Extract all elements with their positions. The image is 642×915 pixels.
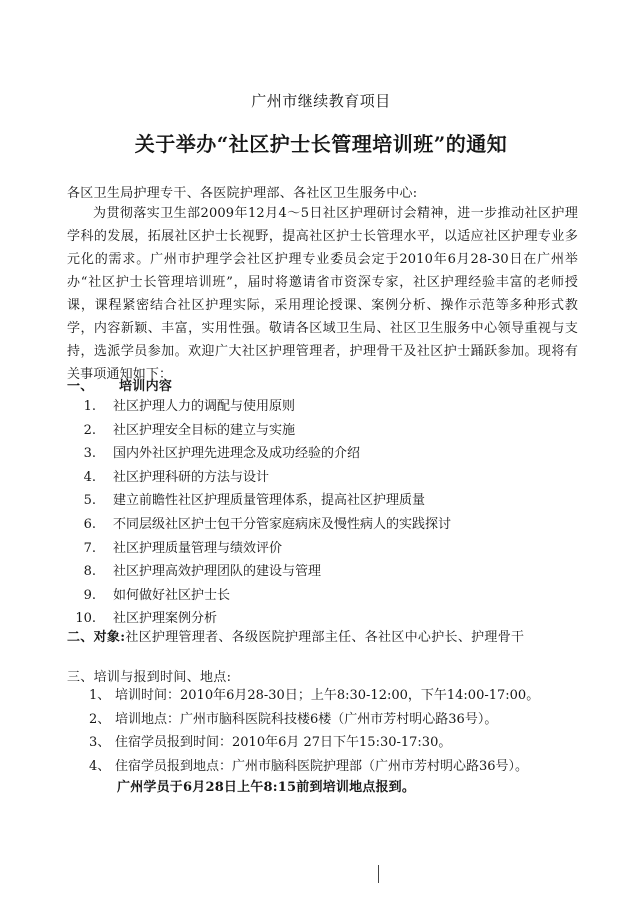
document-header: 广州市继续教育项目 <box>251 92 391 110</box>
section2-heading: 二、对象: <box>67 630 126 645</box>
section1-heading <box>67 375 172 394</box>
section1-title: 培训内容 <box>119 379 173 394</box>
notice-title: 关于举办“社区护士长管理培训班”的通知 <box>134 132 508 156</box>
salutation: 各区卫生局护理专干、各医院护理部、各社区卫生服务中心: <box>67 186 418 201</box>
list-item: 3. 国内外社区护理先进理念及成功经验的介绍 <box>83 446 361 462</box>
list-item: 3、 住宿学员报到时间：2010年6月 27日下午15:30-17:30。 <box>89 735 452 750</box>
body-paragraph: 为贯彻落实卫生部2009年12月4～5日社区护理研讨会精神，进一步推动社区护理学科的发展，拓展社区护士长视野，提高社区护士长管理水平，以适应社区护理专业多元化的需求。广州市护理学会社区护理专业委员会定于2010年6月28-30日在广州举办“社区护士长管理培训班”，届时将邀请省市资深专家，社区护理经验丰富的老师授课，课程紧密结合社区护理实际，采用理论授课、案例分析、操作示范等多种形式教学，内容新颖、丰富，实用性强。敬请各区域卫生局、社区卫生服务中心领导重视与支持，选派学员参加。欢迎广大社区护理管理者，护理骨干及社区护士踊跃参加。现将有关事项通知如下： <box>67 206 578 382</box>
scan-mark <box>378 865 379 883</box>
list-item: 2、 培训地点：广州市脑科医院科技楼6楼（广州市芳村明心路36号）。 <box>89 711 498 727</box>
section3-heading: 三、培训与报到时间、地点: <box>67 670 232 685</box>
training-content-list <box>67 395 451 631</box>
section1-number: 一、 <box>67 379 94 394</box>
list-item: 4、 住宿学员报到地点：广州市脑科医院护理部（广州市芳村明心路36号）。 <box>89 758 529 774</box>
arrival-note: 广州学员于6月28日上午8:15前到培训地点报到。 <box>117 780 416 795</box>
schedule-list <box>89 684 539 778</box>
list-item: 1. 社区护理人力的调配与使用原则 <box>83 399 296 414</box>
list-item: 4. 社区护理科研的方法与设计 <box>83 469 270 485</box>
list-item: 6. 不同层级社区护士包干分管家庭病床及慢性病人的实践探讨 <box>83 516 452 532</box>
list-item: 7. 社区护理质量管理与绩效评价 <box>83 540 283 556</box>
section2-text: 社区护理管理者、各级医院护理部主任、各社区中心护长、护理骨干 <box>125 630 525 645</box>
list-item: 5. 建立前瞻性社区护理质量管理体系，提高社区护理质量 <box>83 493 426 509</box>
list-item: 1、 培训时间：2010年6月28-30日；上午8:30-12:00，下午14:00-17:00。 <box>89 688 540 703</box>
section2-line <box>67 626 524 645</box>
list-item: 10. 社区护理案例分析 <box>75 611 218 627</box>
list-item: 8. 社区护理高效护理团队的建设与管理 <box>83 564 322 580</box>
list-item: 9. 如何做好社区护士长 <box>83 587 231 603</box>
list-item: 2. 社区护理安全目标的建立与实施 <box>83 422 296 438</box>
